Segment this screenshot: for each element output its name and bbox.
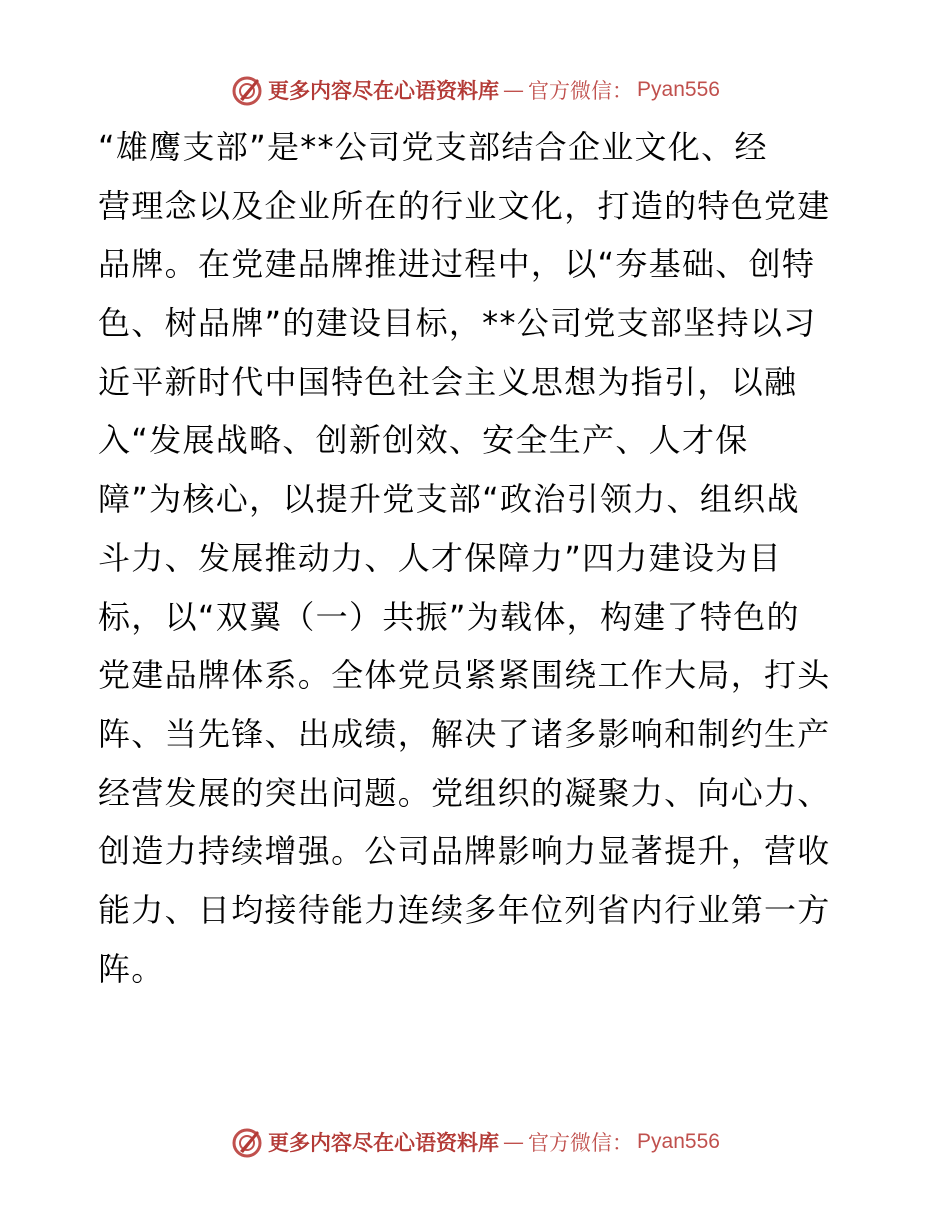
header-watermark: [0, 73, 950, 107]
paragraph-line: 创造力持续增强。公司品牌影响力显著提升，营收: [98, 832, 831, 871]
paragraph-line: 能力、日均接待能力连续多年位列省内行业第一方: [98, 890, 831, 929]
quill-logo-icon: [230, 1125, 264, 1159]
paragraph-line: 营理念以及企业所在的行业文化，打造的特色党建: [98, 186, 831, 225]
watermark-brand: 更多内容尽在心语资料库: [268, 1130, 500, 1155]
paragraph-line: 色、树品牌”的建设目标，**公司党支部坚持以习: [98, 304, 817, 343]
watermark-wechat-id: Pyan556: [637, 1130, 720, 1153]
footer-watermark: [0, 1125, 950, 1159]
paragraph-line: 品牌。在党建品牌推进过程中，以“夯基础、创特: [98, 245, 816, 284]
paragraph-line: 近平新时代中国特色社会主义思想为指引，以融: [98, 362, 798, 401]
paragraph-line: 障”为核心，以提升党支部“政治引领力、组织战: [98, 480, 800, 519]
paragraph-line: 党建品牌体系。全体党员紧紧围绕工作大局，打头: [98, 656, 831, 695]
quill-logo-icon: [230, 73, 264, 107]
paragraph-line: 入“发展战略、创新创效、安全生产、人才保: [98, 421, 749, 460]
watermark-dash: —: [503, 1130, 525, 1154]
document-body: [98, 118, 850, 998]
watermark-dash: —: [503, 78, 525, 102]
watermark-wechat-label: 官方微信：: [528, 1131, 634, 1155]
paragraph-line: 斗力、发展推动力、人才保障力”四力建设为目: [98, 538, 782, 577]
paragraph-line: 阵、当先锋、出成绩，解决了诸多影响和制约生产: [98, 714, 831, 753]
paragraph-line: 阵。: [98, 949, 165, 988]
paragraph-line: 经营发展的突出问题。党组织的凝聚力、向心力、: [98, 773, 831, 812]
watermark-brand: 更多内容尽在心语资料库: [268, 78, 500, 103]
watermark-wechat-id: Pyan556: [637, 78, 720, 101]
paragraph-line: 标，以“双翼（一）共振”为载体，构建了特色的: [98, 597, 800, 636]
paragraph-line: “雄鹰支部”是**公司党支部结合企业文化、经: [98, 128, 768, 166]
watermark-wechat-label: 官方微信：: [528, 79, 634, 103]
